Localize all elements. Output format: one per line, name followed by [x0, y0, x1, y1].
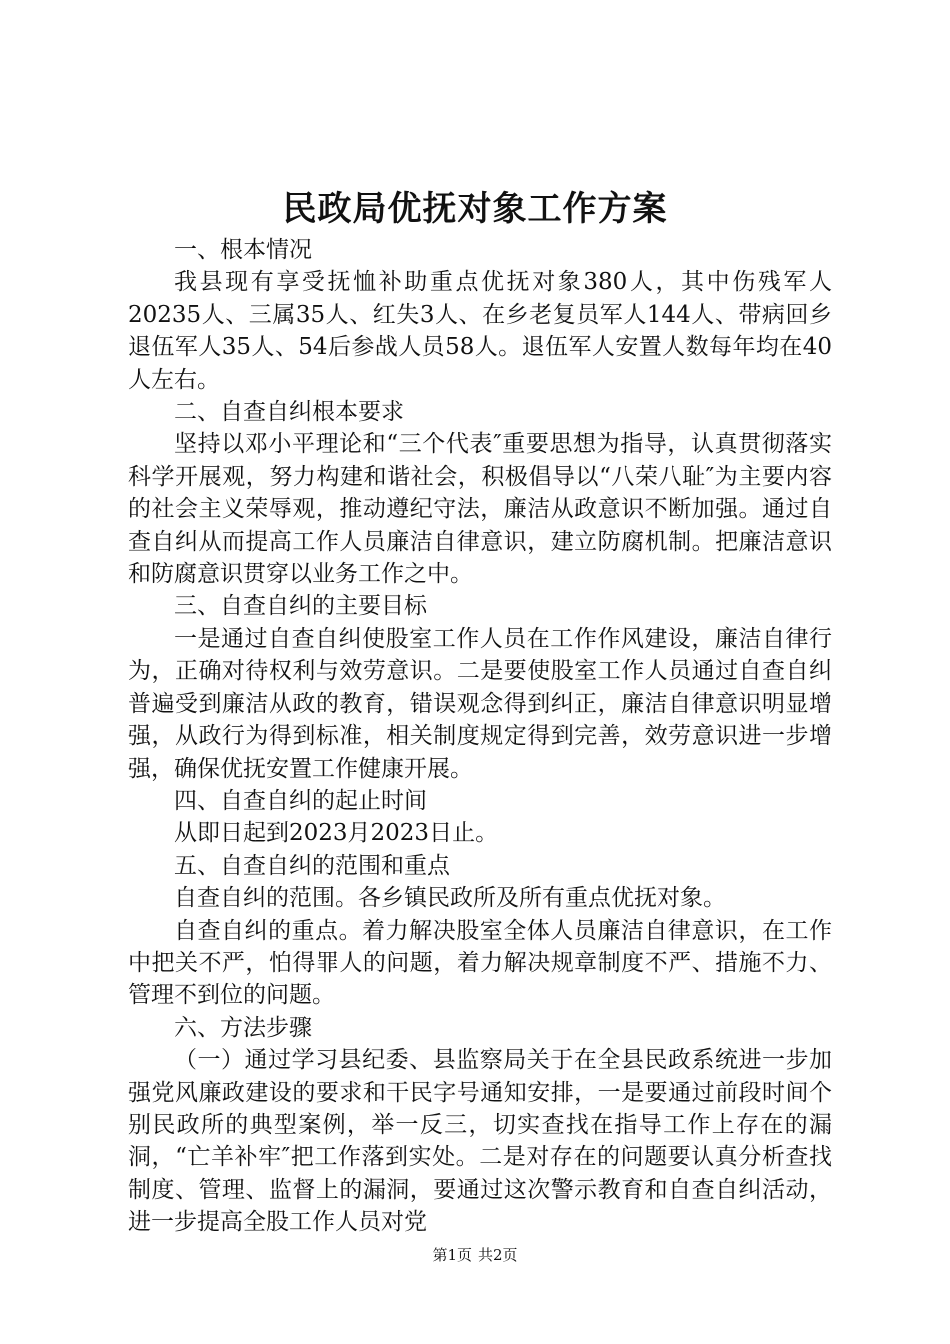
section-heading: 三、自查自纠的主要目标: [174, 593, 427, 620]
paragraph: 从即日起到2023月2023日止。: [174, 820, 499, 847]
section-heading: 四、自查自纠的起止时间: [174, 787, 427, 814]
document-body: [128, 234, 832, 1239]
document-title: 民政局优抚对象工作方案: [282, 189, 668, 229]
page-number: 第1页: [432, 1246, 472, 1264]
section-heading: 二、自查自纠根本要求: [174, 399, 404, 426]
section-heading: 一、根本情况: [174, 237, 312, 263]
paragraph: 我县现有享受抚恤补助重点优抚对象380人，其中伤残军人20235人、三属35人、红失3人、在乡老复员军人144人、带病回乡退伍军人35人、54后参战人员58人。退伍军人安置人数每年均在40人左右。: [128, 269, 832, 393]
paragraph: 坚持以邓小平理论和“三个代表″重要思想为指导，认真贯彻落实科学开展观，努力构建和谐社会，积极倡导以“八荣八耻″为主要内容的社会主义荣辱观，推动遵纪守法，廉洁从政意识不断加强。通过自查自纠从而提高工作人员廉洁自律意识，建立防腐机制。把廉洁意识和防腐意识贯穿以业务工作之中。: [128, 431, 832, 588]
page-footer: [0, 1244, 950, 1266]
section-heading: 六、方法步骤: [174, 1014, 312, 1041]
paragraph: 自查自纠的范围。各乡镇民政所及所有重点优抚对象。: [174, 885, 726, 912]
paragraph: （一）通过学习县纪委、县监察局关于在全县民政系统进一步加强党风廉政建设的要求和干民字号通知安排，一是要通过前段时间个别民政所的典型案例，举一反三，切实查找在指导工作上存在的漏洞，“亡羊补牢″把工作落到实处。二是对存在的问题要认真分析查找制度、管理、监督上的漏洞，要通过这次警示教育和自查自纠活动，进一步提高全股工作人员对党: [128, 1047, 832, 1236]
paragraph: 自查自纠的重点。着力解决股室全体人员廉洁自律意识，在工作中把关不严，怕得罪人的问题，着力解决规章制度不严、措施不力、管理不到位的问题。: [128, 917, 832, 1009]
paragraph: 一是通过自查自纠使股室工作人员在工作作风建设，廉洁自律行为，正确对待权利与效劳意识。二是要使股室工作人员通过自查自纠普遍受到廉洁从政的教育，错误观念得到纠正，廉洁自律意识明显增强，从政行为得到标准，相关制度规定得到完善，效劳意识进一步增强，确保优抚安置工作健康开展。: [128, 625, 832, 782]
section-heading: 五、自查自纠的范围和重点: [174, 852, 450, 879]
page-total: 共2页: [478, 1246, 518, 1264]
